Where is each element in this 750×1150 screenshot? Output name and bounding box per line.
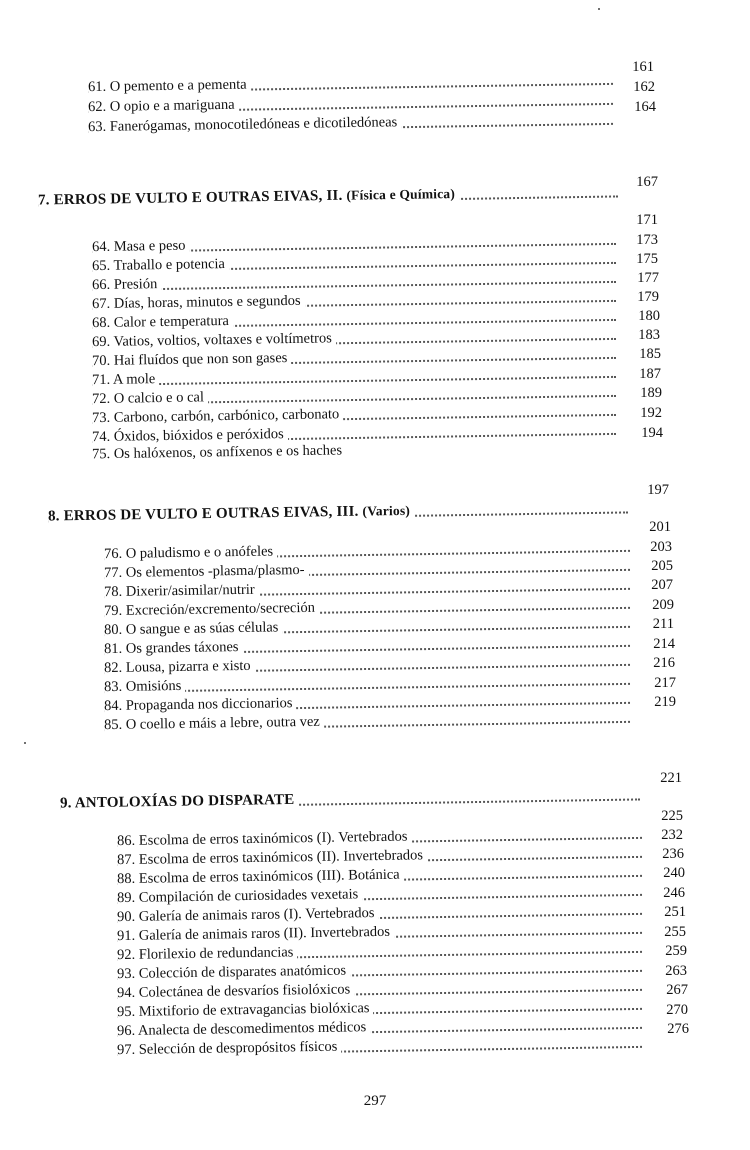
entry-number: 78. (103, 583, 123, 601)
entry-number: 83. (103, 678, 123, 696)
entry-number: 73. (91, 409, 111, 427)
entry-title: A mole (112, 371, 156, 388)
page-number: 201 (649, 519, 671, 535)
page-number: 177 (637, 270, 659, 286)
entry-title: Analecta de descomedimentos médicos (137, 1019, 367, 1039)
chapter-number: 7. (37, 192, 50, 209)
entry-number: 94. (116, 984, 136, 1002)
page-number: 173 (636, 232, 658, 248)
entry-number: 90. (116, 908, 136, 926)
entry-title: O pemento e a pementa (109, 76, 247, 95)
entry-number: 77. (103, 564, 123, 582)
entry-title: Mixtiforio de extravagancias biolóxicas (138, 1000, 370, 1020)
page-number: 276 (667, 1021, 689, 1037)
entry-title: Traballo e potencia (113, 256, 226, 274)
scan-speck (24, 742, 26, 744)
page-number: 175 (636, 251, 658, 267)
entry-title: Selección de despropósitos físicos (138, 1038, 338, 1058)
entry-title: O calcio e o cal (113, 389, 205, 407)
entry-title: Escolma de erros taxinómicos (II). Invertebrados (138, 847, 424, 868)
entry-number: 68. (91, 314, 111, 332)
page-number: 267 (666, 982, 688, 998)
scan-speck (598, 8, 600, 10)
entry-number: 62. (87, 98, 107, 116)
entry-number: 66. (91, 276, 111, 294)
entry-title: O opio e a mariguana (109, 96, 235, 115)
entry-number: 67. (91, 295, 111, 313)
page-number: 203 (650, 539, 672, 555)
page-number: 209 (652, 597, 674, 613)
entry-number: 64. (91, 238, 111, 256)
entry-title: Escolma de erros taxinómicos (I). Vertebrados (138, 828, 408, 849)
entry-title: Colección de disparates anatómicos (138, 962, 347, 982)
entry-title: Compilación de curiosidades vexetais (138, 886, 359, 906)
entry-title: Propaganda nos diccionarios (125, 695, 293, 714)
chapter-number: 9. (59, 795, 72, 812)
page-number: 187 (639, 366, 661, 382)
entry-title: Florilexio de redundancias (138, 944, 294, 963)
entry-number: 84. (103, 697, 123, 715)
page-number: 263 (665, 963, 687, 979)
entry-title: Os halóxenos, os anfíxenos e os haches (113, 442, 343, 463)
page-number: 161 (632, 59, 654, 75)
page-number: 164 (634, 99, 656, 115)
page-number: 217 (654, 675, 676, 691)
entry-number: 93. (116, 965, 136, 983)
entry-number: 74. (91, 428, 111, 446)
entry-number: 76. (103, 545, 123, 563)
entry-number: 71. (91, 371, 111, 389)
page-number: 216 (653, 655, 675, 671)
entry-number: 65. (91, 257, 111, 275)
chapter-subtitle: (Física e Química) (346, 186, 456, 203)
entry-title: Fanerógamas, monocotiledóneas e dicotiledóneas (109, 114, 398, 135)
page-number: 259 (665, 943, 687, 959)
entry-title: Os elementos -plasma/plasmo- (125, 561, 305, 581)
page-number: 236 (662, 846, 684, 862)
entry-number: 86. (116, 832, 136, 850)
entry-title: O paludismo e o anófeles (125, 543, 274, 562)
entry-number: 88. (116, 870, 136, 888)
chapter-heading (48, 498, 628, 525)
page-number: 194 (641, 425, 663, 441)
chapter-title: ERROS DE VULTO E OUTRAS EIVAS, III. (63, 503, 359, 525)
entry-title: Óxidos, bióxidos e peróxidos (113, 426, 284, 445)
entry-number: 72. (91, 390, 111, 408)
entry-number: 79. (103, 602, 123, 620)
page-number: 162 (633, 79, 655, 95)
page-number: 205 (651, 558, 673, 574)
entry-title: Días, horas, minutos e segundos (113, 292, 301, 312)
chapter-page-number: 221 (660, 770, 682, 786)
entry-title: O coello e máis a lebre, outra vez (125, 713, 320, 733)
entry-title: Hai fluídos que non son gases (113, 350, 288, 369)
entry-title: Os grandes táxones (125, 639, 239, 657)
entry-title: Dixerir/asimilar/nutrir (125, 581, 255, 600)
entry-number: 96. (116, 1022, 136, 1040)
entry-title: Masa e peso (113, 237, 186, 255)
page-number: 240 (663, 865, 685, 881)
entry-number: 75. (91, 446, 111, 463)
entry-number: 82. (103, 659, 123, 677)
entry-title: Colectánea de desvaríos fisiolóxicos (138, 981, 351, 1001)
page-number: 255 (664, 924, 686, 940)
entry-number: 85. (103, 716, 123, 734)
entry-title: Vatios, voltios, voltaxes e voltímetros (113, 330, 332, 350)
entry-number: 70. (91, 352, 111, 370)
entry-number: 87. (116, 851, 136, 869)
page-number: 171 (636, 212, 658, 228)
entry-title: Excreción/excremento/secreción (125, 599, 316, 619)
page-number: 251 (664, 904, 686, 920)
entry-number: 63. (87, 118, 107, 136)
page-number: 211 (652, 616, 674, 632)
page-number: 207 (651, 577, 673, 593)
page-number: 192 (640, 405, 662, 421)
page-number: 183 (638, 327, 660, 343)
chapter-title: ERROS DE VULTO E OUTRAS EIVAS, II. (53, 187, 343, 209)
entry-number: 91. (116, 927, 136, 945)
entry-number: 97. (116, 1041, 136, 1059)
entry-title: Calor e temperatura (113, 312, 230, 331)
page-number: 189 (640, 385, 662, 401)
entry-title: Galería de animais raros (II). Invertebrados (138, 923, 391, 944)
chapter-heading (60, 785, 640, 812)
page-number: 179 (637, 289, 659, 305)
entry-number: 81. (103, 640, 123, 658)
entry-title: Galería de animais raros (I). Vertebrados (138, 905, 375, 925)
page-number: 225 (661, 808, 683, 824)
chapter-number: 8. (47, 508, 60, 525)
page-number: 214 (653, 636, 675, 652)
page-number: 232 (661, 827, 683, 843)
entry-title: Lousa, pizarra e xisto (125, 657, 251, 676)
entry-title: O sangue e as súas células (125, 619, 279, 638)
chapter-page-number: 197 (647, 482, 669, 498)
entry-number: 89. (116, 889, 136, 907)
chapter-heading (38, 182, 618, 209)
entry-title: Carbono, carbón, carbónico, carbonato (113, 406, 340, 426)
entry-number: 69. (91, 333, 111, 351)
entry-title: Presión (113, 276, 158, 293)
page-number: 246 (663, 885, 685, 901)
folio: 297 (363, 1093, 387, 1109)
entry-number: 95. (116, 1003, 136, 1021)
entry-number: 92. (116, 946, 136, 964)
chapter-subtitle: (Varios) (362, 502, 411, 519)
entry-number: 80. (103, 621, 123, 639)
page-number: 270 (666, 1002, 688, 1018)
entry-title: Escolma de erros taxinómicos (III). Botánica (138, 866, 400, 887)
page-number: 185 (639, 346, 661, 362)
toc-entry (92, 441, 392, 464)
page-number: 219 (654, 694, 676, 710)
page-number: 180 (638, 308, 660, 324)
chapter-page-number: 167 (636, 174, 658, 190)
entry-number: 61. (87, 78, 107, 96)
entry-title: Omisións (125, 677, 182, 695)
chapter-title: ANTOLOXÍAS DO DISPARATE (74, 791, 295, 812)
